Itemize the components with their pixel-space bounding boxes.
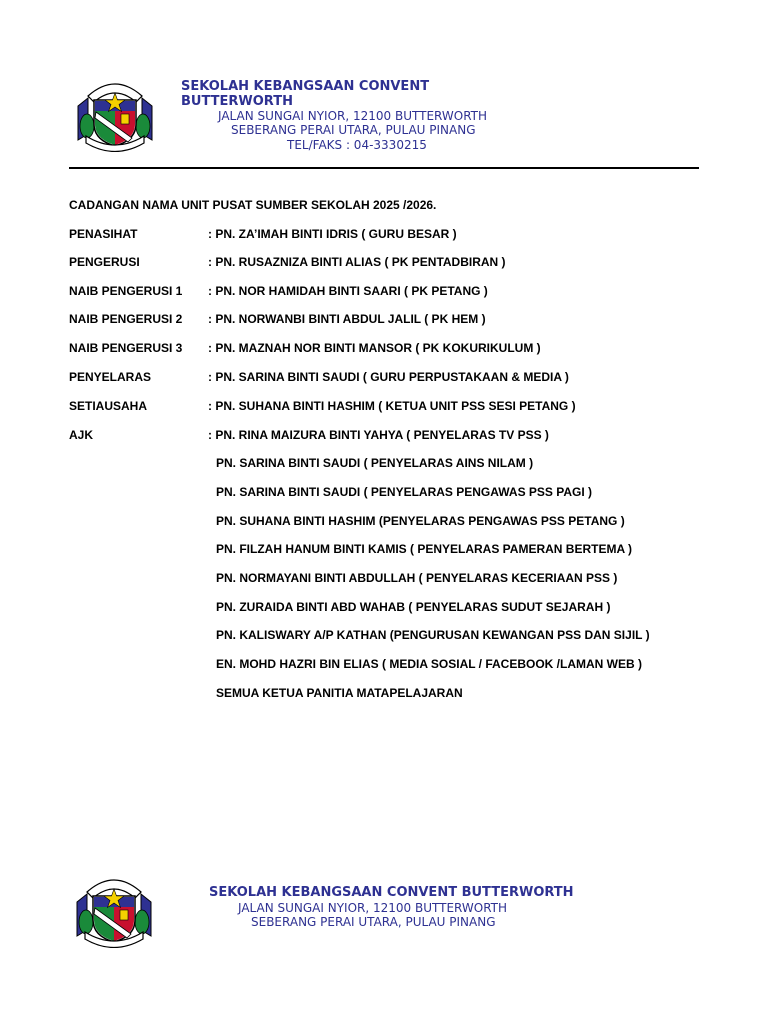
ajk-member: PN. FILZAH HANUM BINTI KAMIS ( PENYELARAS PAMERAN BERTEMA ) (216, 542, 632, 556)
committee-role: NAIB PENGERUSI 2 (69, 312, 183, 326)
school-address-line-2: SEBERANG PERAI UTARA, PULAU PINANG (231, 123, 476, 137)
ajk-member: PN. KALISWARY A/P KATHAN (PENGURUSAN KEWANGAN PSS DAN SIJIL ) (216, 628, 650, 642)
school-crest-logo (73, 872, 155, 948)
committee-member: : PN. SARINA BINTI SAUDI ( GURU PERPUSTAKAAN & MEDIA ) (208, 370, 569, 384)
footer-school-name: SEKOLAH KEBANGSAAN CONVENT BUTTERWORTH (209, 885, 574, 900)
committee-member: : PN. RINA MAIZURA BINTI YAHYA ( PENYELARAS TV PSS ) (208, 428, 549, 442)
ajk-member: PN. SARINA BINTI SAUDI ( PENYELARAS AINS NILAM ) (216, 456, 534, 470)
committee-role: NAIB PENGERUSI 3 (69, 341, 183, 355)
school-phone: TEL/FAKS : 04-3330215 (287, 138, 427, 152)
committee-role: PENASIHAT (69, 227, 138, 241)
ajk-member: PN. SARINA BINTI SAUDI ( PENYELARAS PENGAWAS PSS PAGI ) (216, 485, 593, 499)
committee-role: PENGERUSI (69, 255, 140, 269)
committee-role: PENYELARAS (69, 370, 152, 384)
committee-member: : PN. NORWANBI BINTI ABDUL JALIL ( PK HEM ) (208, 312, 486, 326)
committee-member: : PN. RUSAZNIZA BINTI ALIAS ( PK PENTADBIRAN ) (208, 255, 506, 269)
footer-address-line-2: SEBERANG PERAI UTARA, PULAU PINANG (251, 915, 496, 929)
ajk-member: PN. NORMAYANI BINTI ABDULLAH ( PENYELARAS KECERIAAN PSS ) (216, 571, 618, 585)
ajk-member: PN. ZURAIDA BINTI ABD WAHAB ( PENYELARAS SUDUT SEJARAH ) (216, 600, 611, 614)
committee-role: NAIB PENGERUSI 1 (69, 284, 183, 298)
ajk-member: PN. SUHANA BINTI HASHIM (PENYELARAS PENGAWAS PSS PETANG ) (216, 514, 625, 528)
committee-member: : PN. SUHANA BINTI HASHIM ( KETUA UNIT PSS SESI PETANG ) (208, 399, 576, 413)
school-address-line-1: JALAN SUNGAI NYIOR, 12100 BUTTERWORTH (218, 109, 488, 123)
ajk-member: EN. MOHD HAZRI BIN ELIAS ( MEDIA SOSIAL / FACEBOOK /LAMAN WEB ) (216, 657, 642, 671)
ajk-member: SEMUA KETUA PANITIA MATAPELAJARAN (216, 686, 463, 700)
committee-member: : PN. ZA’IMAH BINTI IDRIS ( GURU BESAR ) (208, 227, 457, 241)
header-divider (69, 167, 699, 169)
school-name: SEKOLAH KEBANGSAAN CONVENT BUTTERWORTH (181, 79, 430, 109)
document-title: CADANGAN NAMA UNIT PUSAT SUMBER SEKOLAH 2025 /2026. (69, 198, 437, 212)
school-crest-logo (74, 76, 156, 152)
committee-role: AJK (69, 428, 94, 442)
committee-role: SETIAUSAHA (69, 399, 148, 413)
committee-member: : PN. MAZNAH NOR BINTI MANSOR ( PK KOKURIKULUM ) (208, 341, 541, 355)
footer-address-line-1: JALAN SUNGAI NYIOR, 12100 BUTTERWORTH (238, 901, 508, 915)
committee-member: : PN. NOR HAMIDAH BINTI SAARI ( PK PETANG ) (208, 284, 488, 298)
